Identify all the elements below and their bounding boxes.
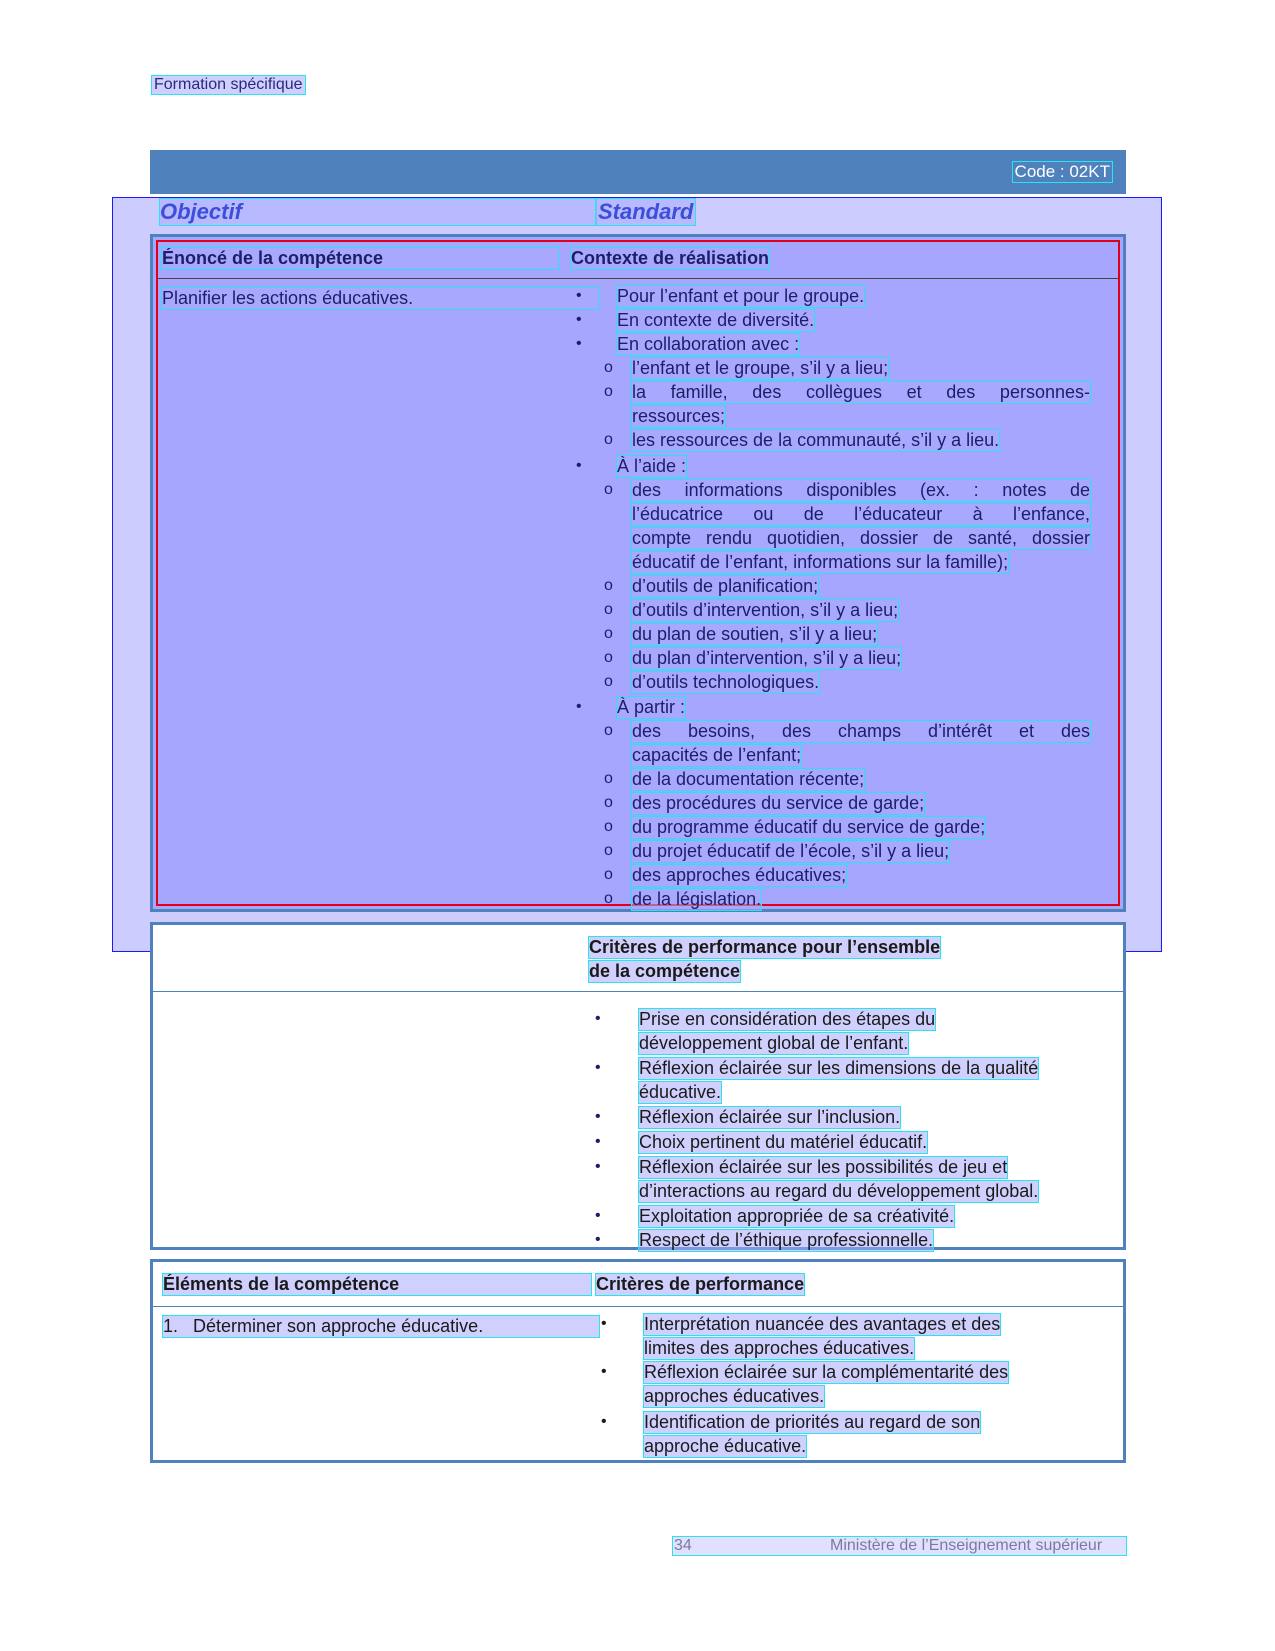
bullet-icon: •: [595, 1010, 601, 1027]
criterion-item: Exploitation appropriée de sa créativité.: [639, 1206, 955, 1226]
criterion-item: Respect de l’éthique professionnelle.: [639, 1230, 934, 1250]
circle-bullet-icon: o: [604, 794, 613, 811]
circle-bullet-icon: o: [604, 818, 613, 835]
running-head: Formation spécifique: [154, 76, 303, 93]
criterion-item: Réflexion éclairée sur les dimensions de la qualité: [639, 1058, 1039, 1078]
bullet-icon: •: [576, 457, 582, 474]
criterion-item-cont: développement global de l’enfant.: [639, 1033, 909, 1053]
bullet-icon: •: [595, 1207, 601, 1224]
bullet-icon: •: [601, 1413, 607, 1430]
circle-bullet-icon: o: [604, 625, 613, 642]
criterion-item-cont: limites des approches éducatives.: [644, 1338, 915, 1358]
criterion-item: Réflexion éclairée sur la complémentarité des: [644, 1362, 1009, 1382]
circle-bullet-icon: o: [604, 359, 613, 376]
col-header-elements: Éléments de la compétence: [163, 1274, 591, 1295]
bullet-icon: •: [576, 287, 582, 304]
context-subitem: du plan d’intervention, s’il y a lieu;: [632, 648, 902, 668]
element-text: Déterminer son approche éducative.: [193, 1316, 484, 1336]
criterion-item-cont: approches éducatives.: [644, 1386, 825, 1406]
criterion-item: Réflexion éclairée sur l’inclusion.: [639, 1107, 901, 1127]
element-item: [163, 1316, 599, 1337]
context-subitem: de la documentation récente;: [632, 769, 865, 789]
circle-bullet-icon: o: [604, 601, 613, 618]
standard-title: Standard: [598, 199, 694, 224]
context-subitem: les ressources de la communauté, s’il y a lieu.: [632, 430, 1000, 450]
context-subitem-cont: ressources;: [632, 406, 726, 426]
context-subitem-cont: l’éducatrice ou de l’éducateur à l’enfance,: [632, 504, 1090, 524]
circle-bullet-icon: o: [604, 722, 613, 739]
bullet-icon: •: [576, 698, 582, 715]
circle-bullet-icon: o: [604, 577, 613, 594]
selection-box: [156, 240, 1120, 909]
overall-criteria-header-line2: de la compétence: [589, 961, 741, 981]
circle-bullet-icon: o: [604, 481, 613, 498]
bullet-icon: •: [576, 311, 582, 328]
context-subitem: de la législation.: [632, 889, 762, 909]
context-subitem: du programme éducatif du service de garde;: [632, 817, 986, 837]
bullet-icon: •: [601, 1363, 607, 1380]
context-item: Pour l’enfant et pour le groupe.: [617, 286, 865, 306]
context-subitem: d’outils technologiques.: [632, 672, 820, 692]
overall-criteria-header-line1: Critères de performance pour l’ensemble: [589, 937, 941, 957]
criterion-item: Réflexion éclairée sur les possibilités de jeu et: [639, 1157, 1008, 1177]
context-subitem: des procédures du service de garde;: [632, 793, 925, 813]
performance-criteria-overall-table: [150, 922, 1126, 1250]
circle-bullet-icon: o: [604, 383, 613, 400]
context-subitem: des approches éducatives;: [632, 865, 847, 885]
bullet-icon: •: [595, 1059, 601, 1076]
header-divider: [153, 991, 1123, 992]
competence-statement: Planifier les actions éducatives.: [162, 288, 598, 309]
context-subitem-cont: compte rendu quotidien, dossier de santé, dossier: [632, 528, 1090, 548]
circle-bullet-icon: o: [604, 866, 613, 883]
bullet-icon: •: [595, 1158, 601, 1175]
circle-bullet-icon: o: [604, 673, 613, 690]
bullet-icon: •: [595, 1231, 601, 1248]
element-number: 1.: [163, 1316, 179, 1336]
criterion-item: Prise en considération des étapes du: [639, 1009, 936, 1029]
circle-bullet-icon: o: [604, 431, 613, 448]
header-divider: [153, 1306, 1123, 1307]
competence-elements-table: [150, 1259, 1126, 1463]
competence-context-table: [150, 234, 1126, 912]
col-header-contexte: Contexte de réalisation: [571, 248, 770, 268]
header-divider: [158, 278, 1118, 279]
context-subitem: du plan de soutien, s’il y a lieu;: [632, 624, 878, 644]
context-item: À partir :: [617, 697, 686, 717]
circle-bullet-icon: o: [604, 770, 613, 787]
circle-bullet-icon: o: [604, 649, 613, 666]
page-number: 34: [674, 1537, 692, 1554]
context-subitem: d’outils d’intervention, s’il y a lieu;: [632, 600, 899, 620]
bullet-icon: •: [595, 1108, 601, 1125]
criterion-item: Choix pertinent du matériel éducatif.: [639, 1132, 928, 1152]
circle-bullet-icon: o: [604, 842, 613, 859]
criterion-item: Identification de priorités au regard de son: [644, 1412, 981, 1432]
context-subitem: du projet éducatif de l’école, s’il y a lieu;: [632, 841, 950, 861]
criterion-item-cont: éducative.: [639, 1082, 722, 1102]
circle-bullet-icon: o: [604, 890, 613, 907]
criterion-item-cont: approche éducative.: [644, 1436, 807, 1456]
objectif-title: Objectif: [160, 199, 596, 225]
code-label: Code : 02KT: [1014, 162, 1110, 181]
context-subitem-cont: capacités de l’enfant;: [632, 745, 802, 765]
criterion-item-cont: d’interactions au regard du développement global.: [639, 1181, 1039, 1201]
criterion-item: Interprétation nuancée des avantages et des: [644, 1314, 1001, 1334]
context-subitem: des besoins, des champs d’intérêt et des: [632, 721, 1090, 741]
bullet-icon: •: [576, 335, 582, 352]
col-header-enonce: Énoncé de la compétence: [162, 248, 558, 269]
context-item: En collaboration avec :: [617, 334, 800, 354]
context-subitem: l’enfant et le groupe, s’il y a lieu;: [632, 358, 889, 378]
code-band: [150, 150, 1126, 194]
context-subitem-cont: éducatif de l’enfant, informations sur la famille);: [632, 552, 1009, 572]
context-subitem: des informations disponibles (ex. : notes de: [632, 480, 1090, 500]
bullet-icon: •: [601, 1315, 607, 1332]
footer-ministry: Ministère de l’Enseignement supérieur: [830, 1537, 1103, 1554]
context-subitem: d’outils de planification;: [632, 576, 819, 596]
context-subitem: la famille, des collègues et des personnes-: [632, 382, 1090, 402]
context-item: En contexte de diversité.: [617, 310, 815, 330]
bullet-icon: •: [595, 1133, 601, 1150]
context-item: À l’aide :: [617, 456, 687, 476]
col-header-criteres: Critères de performance: [596, 1274, 805, 1294]
